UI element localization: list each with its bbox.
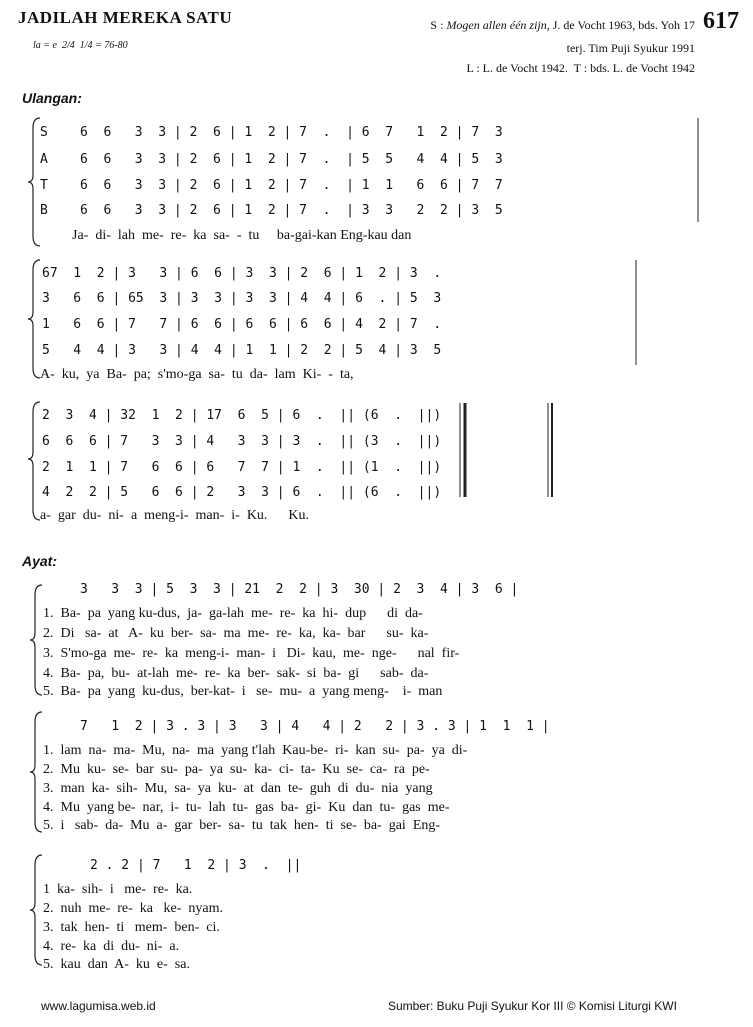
voice-label-s: S bbox=[40, 125, 48, 140]
verse-melody: 3 3 3 | 5 3 3 | 21 2 2 | 3 30 | 2 3 4 | 3 6 | bbox=[80, 582, 519, 597]
verse-line: 3. S'mo-ga me- re- ka meng-i- man- i Di- kau, me- nge- nal fir- bbox=[43, 646, 460, 661]
verse-line: 1. Ba- pa yang ku-dus, ja- ga-lah me- re- ka hi- dup di da- bbox=[43, 606, 423, 621]
source-prefix: S : bbox=[430, 18, 447, 32]
composer-credit: L : L. de Vocht 1942. T : bds. L. de Vocht 1942 bbox=[466, 61, 695, 75]
verse-line: 4. Mu yang be- nar, i- tu- lah tu- gas ba- gi- Ku dan tu- gas me- bbox=[43, 800, 450, 815]
song-title: JADILAH MEREKA SATU bbox=[18, 8, 233, 27]
soprano-notes: 2 3 4 | 32 1 2 | 17 6 5 | 6 . || (6 . ||) bbox=[42, 408, 442, 423]
refrain-heading: Ulangan: bbox=[22, 90, 82, 106]
source-title: Mogen allen één zijn, bbox=[446, 18, 550, 32]
bass-notes: 6 6 3 3 | 2 6 | 1 2 | 7 . | 3 3 2 2 | 3 5 bbox=[80, 203, 503, 218]
soprano-notes: 67 1 2 | 3 3 | 6 6 | 3 3 | 2 6 | 1 2 | 3 . bbox=[42, 266, 442, 281]
tempo-marking: la = e 2/4 1/4 = 76-80 bbox=[33, 40, 128, 51]
verse-line: 3. man ka- sih- Mu, sa- ya ku- at dan te- guh di du- nia yang bbox=[43, 781, 433, 796]
refrain-lyrics-1: Ja- di- lah me- re- ka sa- - tu ba-gai-kan Eng-kau dan bbox=[72, 228, 412, 243]
verse-line: 2. nuh me- re- ka ke- nyam. bbox=[43, 901, 223, 916]
tenor-notes: 1 6 6 | 7 7 | 6 6 | 6 6 | 6 6 | 4 2 | 7 . bbox=[42, 317, 442, 332]
tenor-notes: 2 1 1 | 7 6 6 | 6 7 7 | 1 . || (1 . ||) bbox=[42, 460, 442, 475]
verse-line: 1. lam na- ma- Mu, na- ma yang t'lah Kau-be- ri- kan su- pa- ya di- bbox=[43, 743, 468, 758]
verse-melody: 7 1 2 | 3 . 3 | 3 3 | 4 4 | 2 2 | 3 . 3 | 1 1 1 | bbox=[80, 719, 550, 734]
alto-notes: 6 6 6 | 7 3 3 | 4 3 3 | 3 . || (3 . ||) bbox=[42, 434, 442, 449]
hymn-number: 617 bbox=[703, 8, 739, 34]
tenor-notes: 6 6 3 3 | 2 6 | 1 2 | 7 . | 1 1 6 6 | 7 7 bbox=[80, 178, 503, 193]
verse-line: 3. tak hen- ti mem- ben- ci. bbox=[43, 920, 220, 935]
source-footer: Sumber: Buku Puji Syukur Kor III © Komisi Liturgi KWI bbox=[388, 999, 677, 1013]
verse-line: 2. Mu ku- se- bar su- pa- ya su- ka- ci- ta- Ku se- ca- ra pe- bbox=[43, 762, 430, 777]
verse-line: 5. Ba- pa yang ku-dus, ber-kat- i se- mu- a yang meng- i- man bbox=[43, 684, 443, 699]
bass-notes: 4 2 2 | 5 6 6 | 2 3 3 | 6 . || (6 . ||) bbox=[42, 485, 442, 500]
refrain-lyrics-3: a- gar du- ni- a meng-i- man- i- Ku. Ku. bbox=[40, 508, 310, 523]
voice-label-a: A bbox=[40, 152, 48, 167]
verse-line: 2. Di sa- at A- ku ber- sa- ma me- re- ka, ka- bar su- ka- bbox=[43, 626, 429, 641]
alto-notes: 3 6 6 | 65 3 | 3 3 | 3 3 | 4 4 | 6 . | 5 3 bbox=[42, 291, 442, 306]
verse-line: 5. kau dan A- ku e- sa. bbox=[43, 957, 190, 972]
translation-credit: terj. Tim Puji Syukur 1991 bbox=[566, 41, 695, 55]
verses-heading: Ayat: bbox=[22, 553, 58, 569]
verse-line: 1 ka- sih- i me- re- ka. bbox=[43, 882, 193, 897]
alto-notes: 6 6 3 3 | 2 6 | 1 2 | 7 . | 5 5 4 4 | 5 3 bbox=[80, 152, 503, 167]
bass-notes: 5 4 4 | 3 3 | 4 4 | 1 1 | 2 2 | 5 4 | 3 5 bbox=[42, 343, 442, 358]
website-link[interactable]: www.lagumisa.web.id bbox=[41, 999, 156, 1013]
verse-line: 5. i sab- da- Mu a- gar ber- sa- tu tak hen- ti se- ba- gai Eng- bbox=[43, 818, 441, 833]
refrain-lyrics-2: A- ku, ya Ba- pa; s'mo-ga sa- tu da- lam Ki- - ta, bbox=[40, 367, 354, 382]
soprano-notes: 6 6 3 3 | 2 6 | 1 2 | 7 . | 6 7 1 2 | 7 3 bbox=[80, 125, 503, 140]
source-rest: J. de Vocht 1963, bds. Yoh 17 bbox=[549, 18, 695, 32]
verse-line: 4. re- ka di du- ni- a. bbox=[43, 939, 180, 954]
voice-label-t: T bbox=[40, 178, 48, 193]
verse-line: 4. Ba- pa, bu- at-lah me- re- ka ber- sak- si ba- gi sab- da- bbox=[43, 666, 429, 681]
verse-melody: 2 . 2 | 7 1 2 | 3 . || bbox=[90, 858, 302, 873]
voice-label-b: B bbox=[40, 203, 48, 218]
